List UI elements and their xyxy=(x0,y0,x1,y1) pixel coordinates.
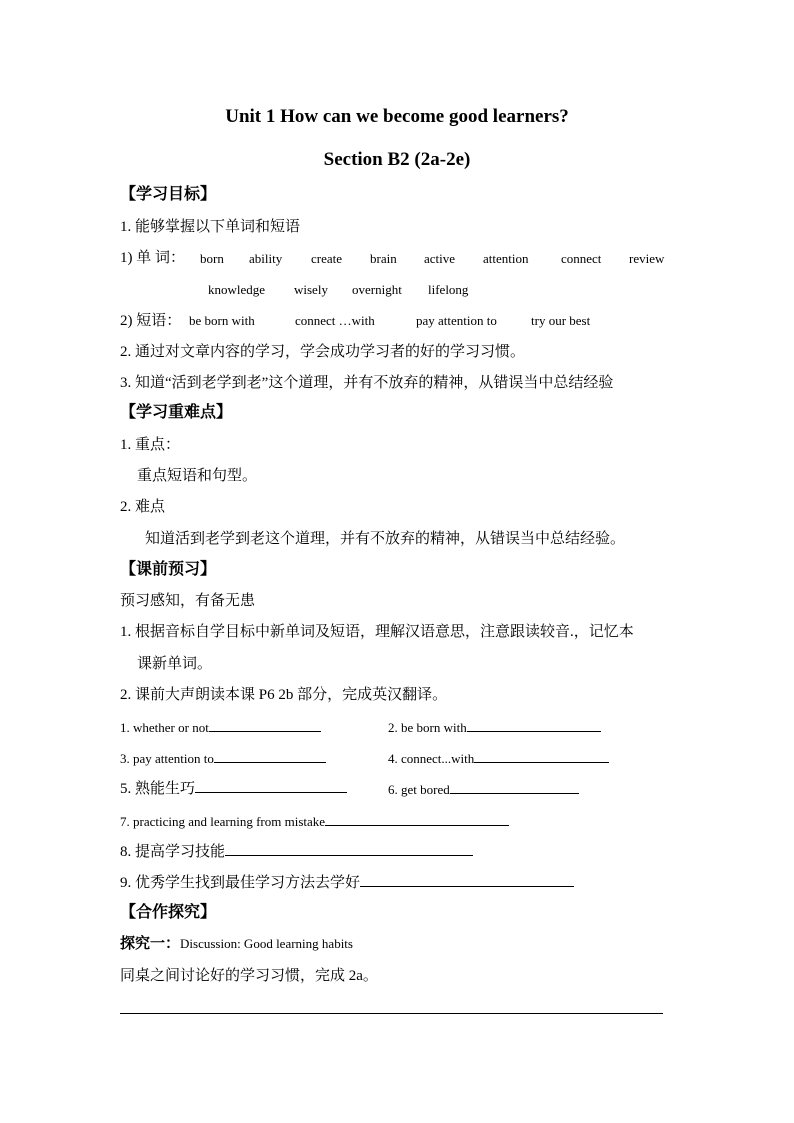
answer-line[interactable] xyxy=(120,1013,663,1014)
answer-blank-2[interactable] xyxy=(467,717,601,732)
answer-blank-7[interactable] xyxy=(325,811,509,826)
word-wisely: wisely xyxy=(294,282,328,297)
word-overnight: overnight xyxy=(352,282,402,297)
goals-item-2: 2. 通过对文章内容的学习，学会成功学习者的好的学习习惯。 xyxy=(120,344,526,360)
answer-blank-4[interactable] xyxy=(474,748,609,763)
phrase-be-born-with: be born with xyxy=(189,313,255,328)
goals-item-1: 1. 能够掌握以下单词和短语 xyxy=(120,219,301,235)
question-8 xyxy=(120,841,473,862)
phrase-connect-with: connect …with xyxy=(295,313,375,328)
question-2-label: 2. be born with xyxy=(388,720,467,735)
key-point-2-text: 知道活到老学到老这个道理，并有不放弃的精神，从错误当中总结经验。 xyxy=(145,531,626,547)
phrases-label: 2) 短语： xyxy=(120,313,182,329)
answer-blank-9[interactable] xyxy=(360,872,574,887)
section-title: Section B2 (2a-2e) xyxy=(323,149,471,170)
question-8-label: 8. 提高学习技能 xyxy=(120,844,226,860)
question-7 xyxy=(120,811,509,832)
question-1-label: 1. whether or not xyxy=(120,720,209,735)
question-7-label: 7. practicing and learning from mistake xyxy=(120,814,326,829)
word-lifelong: lifelong xyxy=(428,282,469,297)
goals-heading: 【学习目标】 xyxy=(120,186,217,203)
key-point-2: 2. 难点 xyxy=(120,499,166,515)
explore-one-text: Discussion: Good learning habits xyxy=(180,936,353,951)
goals-item-3: 3. 知道“活到老学到老”这个道理，并有不放弃的精神，从错误当中总结经验 xyxy=(120,375,614,391)
question-4-label: 4. connect...with xyxy=(388,751,475,766)
question-6-label: 6. get bored xyxy=(388,782,450,797)
question-3-label: 3. pay attention to xyxy=(120,751,214,766)
word-create: create xyxy=(311,251,343,266)
question-5 xyxy=(120,778,347,799)
answer-blank-6[interactable] xyxy=(450,779,579,794)
question-9 xyxy=(120,872,574,893)
key-point-1: 1. 重点： xyxy=(120,437,181,453)
word-brain: brain xyxy=(370,251,397,266)
cooperation-instruction: 同桌之间讨论好的学习习惯，完成 2a。 xyxy=(120,968,378,984)
word-ability: ability xyxy=(249,251,283,266)
phrase-try-our-best: try our best xyxy=(531,313,591,328)
word-review: review xyxy=(629,251,665,266)
question-3 xyxy=(120,748,326,769)
answer-blank-3[interactable] xyxy=(214,748,326,763)
word-active: active xyxy=(424,251,456,266)
explore-one xyxy=(120,934,353,954)
word-born: born xyxy=(200,251,224,266)
explore-one-label: 探究一： xyxy=(120,936,181,952)
preview-heading: 【课前预习】 xyxy=(120,561,217,578)
cooperation-heading: 【合作探究】 xyxy=(120,904,217,921)
key-point-1-text: 重点短语和句型。 xyxy=(137,468,258,484)
question-2 xyxy=(388,717,601,738)
words-label: 1) 单 词： xyxy=(120,250,185,266)
word-connect: connect xyxy=(561,251,602,266)
phrase-pay-attention-to: pay attention to xyxy=(416,313,497,328)
answer-blank-5[interactable] xyxy=(195,778,347,793)
answer-blank-1[interactable] xyxy=(209,717,321,732)
preview-item-1: 1. 根据音标自学目标中新单词及短语，理解汉语意思，注意跟读较音.，记忆本 xyxy=(120,624,634,640)
question-5-label: 5. 熟能生巧 xyxy=(120,781,196,797)
question-1 xyxy=(120,717,321,738)
unit-title: Unit 1 How can we become good learners? xyxy=(225,106,569,127)
preview-item-2: 2. 课前大声朗读本课 P6 2b 部分，完成英汉翻译。 xyxy=(120,687,448,703)
key-points-heading: 【学习重难点】 xyxy=(120,404,233,421)
preview-intro: 预习感知，有备无患 xyxy=(120,593,256,609)
answer-blank-8[interactable] xyxy=(225,841,473,856)
word-knowledge: knowledge xyxy=(208,282,266,297)
question-6 xyxy=(388,779,579,800)
word-attention: attention xyxy=(483,251,529,266)
question-4 xyxy=(388,748,609,769)
question-9-label: 9. 优秀学生找到最佳学习方法去学好 xyxy=(120,875,361,891)
preview-item-1-cont: 课新单词。 xyxy=(137,656,213,672)
